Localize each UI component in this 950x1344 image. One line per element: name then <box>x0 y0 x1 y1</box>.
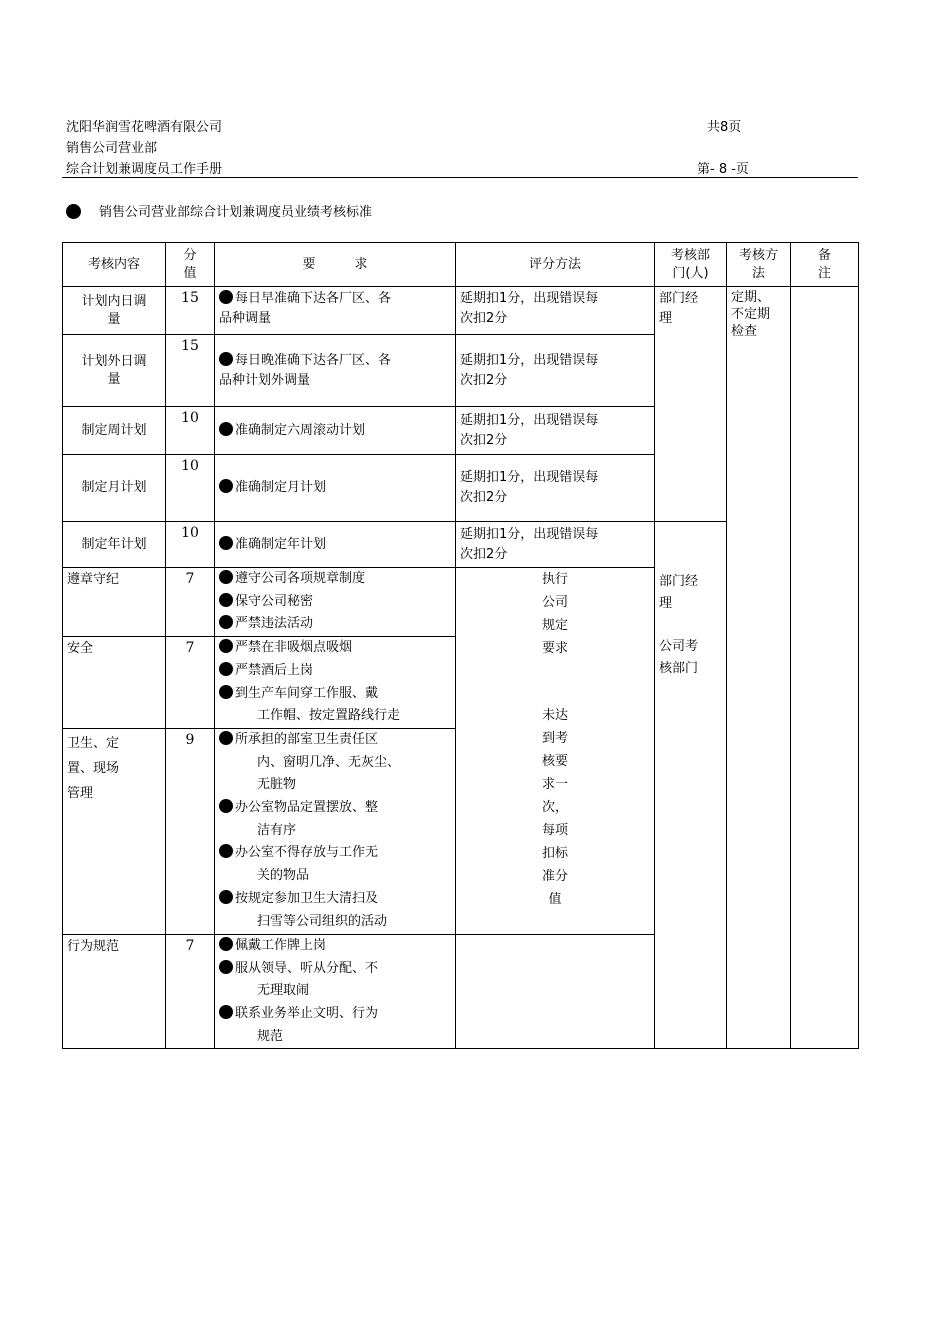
table-header-row <box>63 243 859 287</box>
method-merged-cell: 执行 公司 规定 要求 未达 到考 核要 求一 次， 每项 扣标 准分 值 <box>456 568 655 935</box>
bullet-icon <box>219 960 233 974</box>
section-title: 销售公司营业部综合计划兼调度员业绩考核标准 <box>66 201 372 220</box>
col-header-requirement: 要 求 <box>215 243 456 287</box>
bullet-icon <box>219 662 233 676</box>
table-row: 计划内日调 量 15 每日早准确下达各厂区、各 品种调量 延期扣1分，出现错误每 次扣2分 部门经 理 定期、 不定期 检查 <box>63 287 859 335</box>
bullet-icon <box>219 615 233 629</box>
page-number: 第- 8 -页 <box>697 162 749 177</box>
table-row: 制定年计划 10 准确制定年计划 延期扣1分，出现错误每 次扣2分 部门经 理 公司考 核部门 <box>63 522 859 568</box>
bullet-icon <box>219 685 233 699</box>
note-cell <box>791 287 859 1049</box>
table-row: 制定周计划 10 准确制定六周滚动计划 延期扣1分，出现错误每 次扣2分 <box>63 407 859 455</box>
col-header-way: 考核方 法 <box>727 243 791 287</box>
bullet-icon <box>219 639 233 653</box>
col-header-note: 备 注 <box>791 243 859 287</box>
bullet-icon <box>219 937 233 951</box>
dept-cell-top: 部门经 理 <box>655 287 727 522</box>
bullet-icon <box>66 204 81 219</box>
header-divider <box>62 177 858 178</box>
bullet-icon <box>219 479 233 493</box>
way-cell: 定期、 不定期 检查 <box>727 287 791 1049</box>
dept-cell-bottom: 部门经 理 公司考 核部门 <box>655 522 727 1049</box>
bullet-icon <box>219 593 233 607</box>
table-row: 卫生、定 置、现场 管理 9 所承担的部室卫生责任区 内、窗明几净、无灰尘、 无脏物 办公室物品定置摆放、整 洁有序 办公室不得存放与工作无 关的物品 按规定参加卫生大清扫及 扫雪等公司组织的活动 <box>63 728 859 934</box>
table-row: 制定月计划 10 准确制定月计划 延期扣1分，出现错误每 次扣2分 <box>63 455 859 522</box>
table-row: 计划外日调 量 15 每日晚准确下达各厂区、各 品种计划外调量 延期扣1分，出现错误每 次扣2分 <box>63 335 859 407</box>
bullet-icon <box>219 422 233 436</box>
bullet-icon <box>219 536 233 550</box>
bullet-icon <box>219 731 233 745</box>
company-name: 沈阳华润雪花啤酒有限公司 <box>66 120 223 135</box>
table-row: 安全 7 严禁在非吸烟点吸烟 严禁酒后上岗 到生产车间穿工作服、戴 工作帽、按定置路线行走 <box>63 637 859 729</box>
col-header-content: 考核内容 <box>63 243 166 287</box>
bullet-icon <box>219 799 233 813</box>
bullet-icon <box>219 1005 233 1019</box>
col-header-method: 评分方法 <box>456 243 655 287</box>
manual-title: 综合计划兼调度员工作手册 <box>66 162 223 177</box>
table-row: 行为规范 7 佩戴工作牌上岗 服从领导、听从分配、不 无理取闹 联系业务举止文明、行为 规范 <box>63 934 859 1049</box>
col-header-dept: 考核部 门(人) <box>655 243 727 287</box>
department-name: 销售公司营业部 <box>66 141 158 156</box>
assessment-table <box>62 242 859 1049</box>
col-header-score: 分 值 <box>166 243 215 287</box>
table-row: 遵章守纪 7 遵守公司各项规章制度 保守公司秘密 严禁违法活动 执行 公司 规定 要求 未达 到考 核要 求一 次， 每项 扣标 准分 值 <box>63 568 859 637</box>
bullet-icon <box>219 290 233 304</box>
bullet-icon <box>219 570 233 584</box>
bullet-icon <box>219 890 233 904</box>
bullet-icon <box>219 352 233 366</box>
total-pages: 共8页 <box>707 120 742 135</box>
method-empty-cell <box>456 934 655 1049</box>
bullet-icon <box>219 844 233 858</box>
